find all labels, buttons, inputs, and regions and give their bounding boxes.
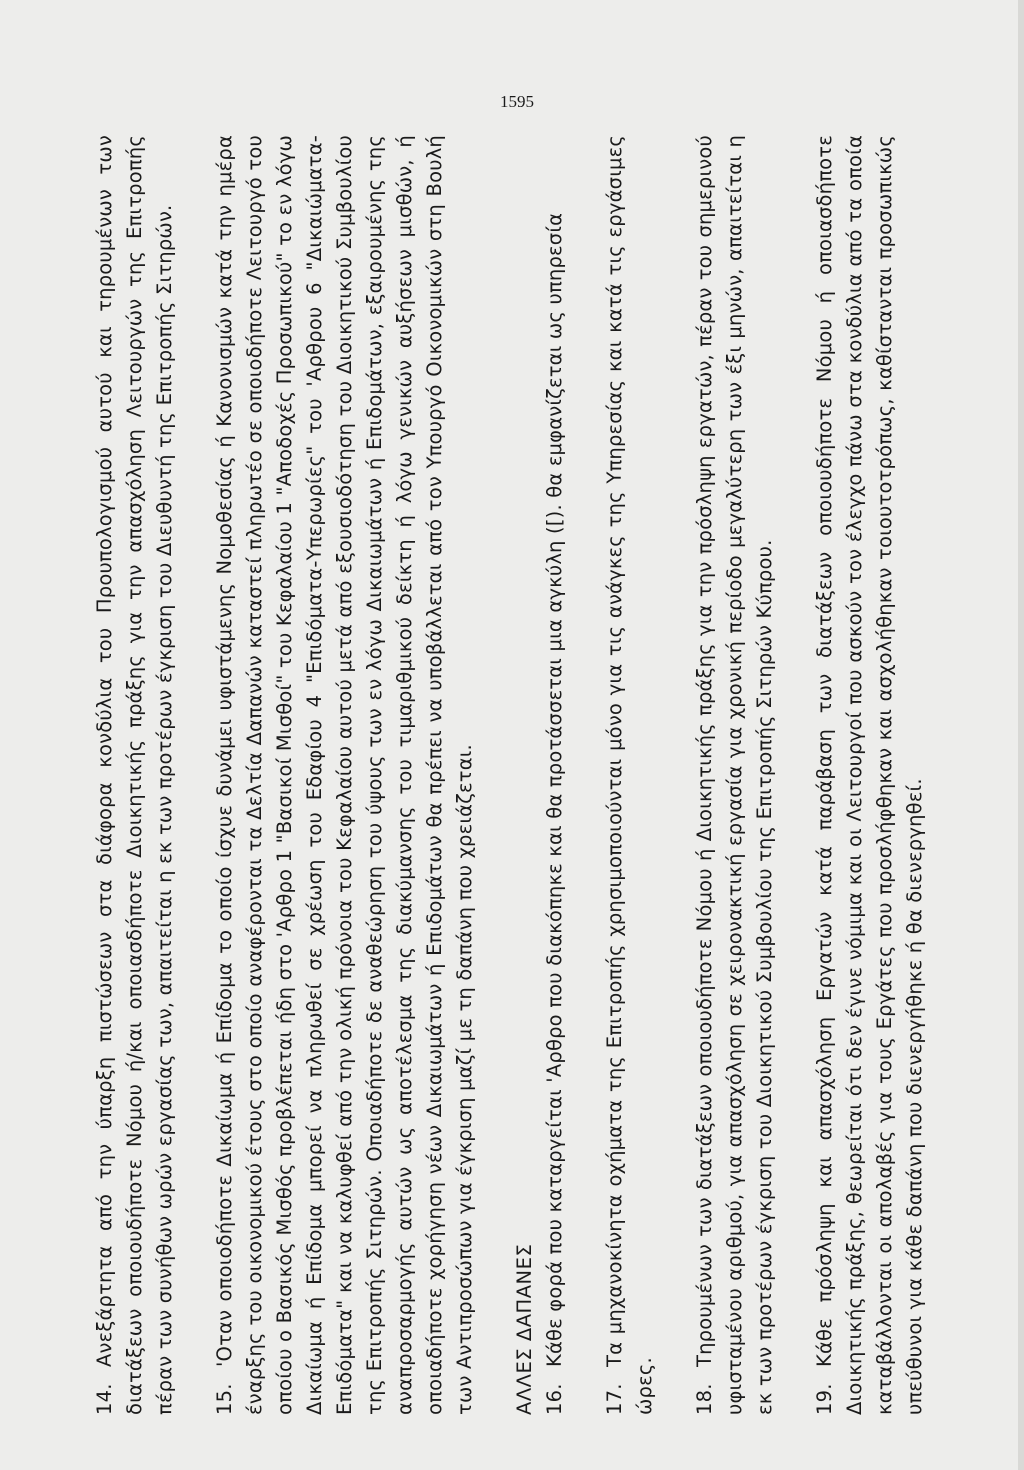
section-text: Κάθε πρόσληψη και απασχόληση Εργατών κατά παράβαση των διατάξεων οποιουδήποτε Νόμου ή οποιασδήποτε Διοικητικής πράξης, θεωρείται ότι δεν έγινε νόμιμα και οι Λειτουργοί που ασκούν τον έλεγχο πάνω στα κονδύλια από τα οποία καταβάλλονται οι απολαβές για τους Εργάτες που προσλήφθηκαν και ασχολήθηκαν τοιουτοτρόπως, καθίστανται προσωπικώς υπεύθυνοι για κάθε δαπάνη που διενεργήθηκε ή θα διενεργηθεί. [813,135,926,1415]
section-number: 17. [603,1383,626,1415]
section-15 [210,135,480,1415]
section-14 [90,135,180,1415]
section-19 [810,135,930,1415]
section-18 [690,135,780,1415]
section-number: 16. [543,1383,566,1415]
section-text: Τα μηχανοκίνητα οχήματα της Επιτροπής χρησιμοποιούνται μόνο για τις ανάγκες της Υπηρεσίας και κατά τις εργάσιμες ώρες. [603,135,656,1415]
section-17 [600,135,660,1415]
rotated-document-body [90,135,950,1415]
section-text: 'Οταν οποιοδήποτε Δικαίωμα ή Επίδομα το οποίο ίσχυε δυνάμει υφιστάμενης Νομοθεσίας ή Κανονισμών κατά την ημέρα έναρξης του οικονομικού έτους στο οποίο αναφέρονται τα Δελτία Δαπανών καταστεί πληρωτέο σε οποιοδήποτε Λειτουργό του οποίου ο Βασικός Μισθός προβλέπεται ήδη στο 'Αρθρο 1 "Βασικοί Μισθοί" του Κεφαλαίου 1 "Αποδοχές Προσωπικού" το εν λόγω Δικαίωμα ή Επίδομα μπορεί να πληρωθεί σε χρέωση του Εδαφίου 4 "Επιδόματα-Υπερωρίες" του 'Αρθρου 6 "Δικαιώματα-Επιδόματα" και να καλυφθεί από την ολική πρόνοια του Κεφαλαίου αυτού μετά από εξουσιοδότηση του Διοικητικού Συμβουλίου της Επιτροπής Σιτηρών. Οποιαδήποτε δε αναθεώρηση του ύψους των εν λόγω Δικαιωμάτων ή Επιδομάτων, εξαιρουμένης της αναπροσαρμογής αυτών ως αποτέλεσμα της διακύμανσης του τιμαριθμικού δείκτη ή λόγω γενικών αυξήσεων μισθών, ή οποιαδήποτε χορήγηση νέων Δικαιωμάτων ή Επιδομάτων θα πρέπει να υποβάλλεται από τον Υπουργό Οικονομικών στη Βουλή των Αντιπροσώπων για έγκριση μαζί με τη δαπάνη που χρειάζεται. [213,135,476,1415]
section-number: 18. [693,1383,716,1415]
section-number: 14. [93,1383,116,1415]
section-text: Ανεξάρτητα από την ύπαρξη πιστώσεων στα διάφορα κονδύλια του Προυπολογισμού αυτού και τηρουμένων των διατάξεων οποιουδήποτε Νόμου ή/και οποιασδήποτε Διοικητικής πράξης για την απασχόληση Λειτουργών της Επιτροπής πέραν των συνήθων ωρών εργασίας των, απαιτείται η εκ των προτέρων έγκριση του Διευθυντή της Επιτροπής Σιτηρών. [93,135,176,1415]
section-heading-other-expenses: ΑΛΛΕΣ ΔΑΠΑΝΕΣ [513,1243,536,1415]
section-text: Κάθε φορά που καταργείται 'Αρθρο που διακόπηκε και θα προτάσσεται μια αγκύλη ([). θα εμφανίζεται ως υπηρεσία [543,212,566,1367]
page-number: 1595 [500,92,534,111]
section-number: 19. [813,1383,836,1415]
section-number: 15. [213,1383,236,1415]
section-16 [540,135,570,1415]
section-text: Τηρουμένων των διατάξεων οποιουδήποτε Νόμου ή Διοικητικής πράξης για την πρόσληψη εργατών, πέραν του σημερινού υφισταμένου αριθμού, για απασχόληση σε χειρονακτική εργασία για χρονική περίοδο μεγαλύτερη των έξι μηνών, απαιτείται η εκ των προτέρων έγκριση του Διοικητικού Συμβουλίου της Επιτροπής Σιτηρών Κύπρου. [693,135,776,1415]
page-edge-shadow [1018,0,1024,1470]
